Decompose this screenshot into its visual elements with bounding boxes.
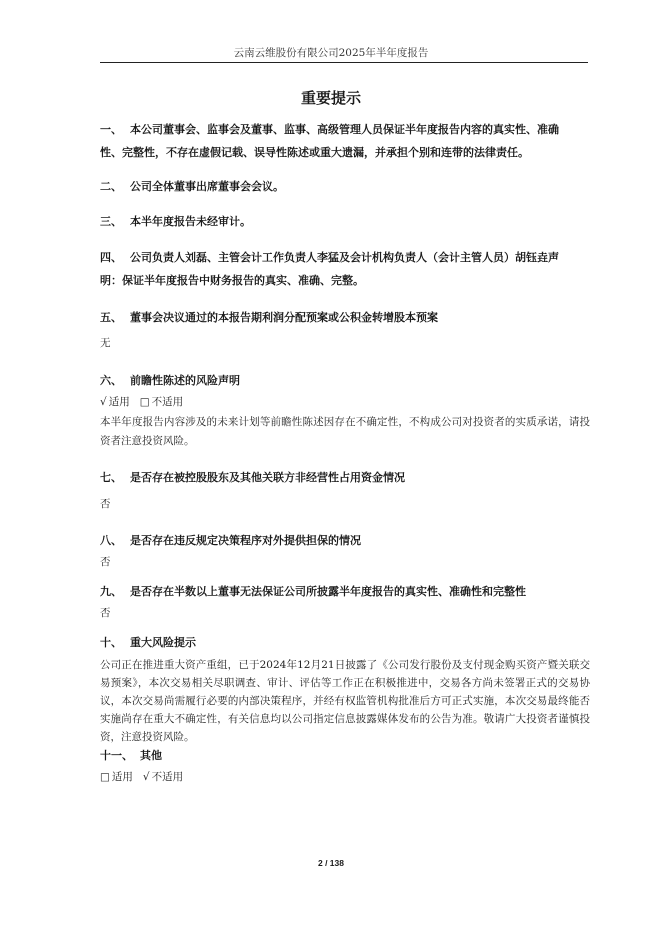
notice-item-2	[100, 175, 590, 199]
item-5-answer: 无	[100, 337, 111, 349]
notice-item-6	[100, 369, 590, 393]
item-number: 八、	[100, 534, 122, 547]
item-number: 十、	[100, 636, 122, 649]
notice-item-3	[100, 210, 590, 234]
item-6-body: 本半年度报告内容涉及的未来计划等前瞻性陈述因存在不确定性，不构成公司对投资者的实质承诺，请投资者注意投资风险。	[100, 416, 590, 447]
item-number: 五、	[100, 311, 122, 324]
notice-item-7	[100, 466, 590, 490]
page-title: 重要提示	[300, 89, 361, 107]
notice-item-10	[100, 631, 590, 655]
page-number: 2 / 138	[318, 858, 344, 868]
checked-icon: √	[142, 771, 150, 783]
item-text: 重大风险提示	[130, 636, 196, 649]
header-divider	[100, 62, 588, 63]
item-text: 是否存在半数以上董事无法保证公司所披露半年度报告的真实性、准确性和完整性	[130, 585, 526, 598]
item-number: 三、	[100, 215, 122, 228]
unchecked-box-icon: □	[139, 396, 150, 408]
notice-item-9	[100, 580, 590, 604]
item-text: 是否存在被控股股东及其他关联方非经营性占用资金情况	[130, 471, 405, 484]
item-text: 公司负责人刘磊、主管会计工作负责人李猛及会计机构负责人（会计主管人员）胡钰垚声	[130, 251, 559, 264]
item-text: 是否存在违反规定决策程序对外提供担保的情况	[130, 534, 361, 547]
option-not-applicable: 不适用	[151, 396, 184, 408]
item-text: 董事会决议通过的本报告期利润分配预案或公积金转增股本预案	[130, 311, 438, 324]
notice-item-4-cont: 明：保证半年度报告中财务报告的真实、准确、完整。	[100, 274, 364, 287]
item-8-answer: 否	[100, 556, 111, 568]
item-6-options	[100, 393, 590, 412]
notice-item-1-cont: 性、完整性，不存在虚假记载、误导性陈述或重大遗漏，并承担个别和连带的法律责任。	[100, 146, 529, 159]
item-number: 七、	[100, 471, 122, 484]
notice-item-4	[100, 246, 590, 270]
item-text: 本半年度报告未经审计。	[130, 215, 251, 228]
item-10-body: 公司正在推进重大资产重组，已于2024年12月21日披露了《公司发行股份及支付现金购买资产暨关联交易预案》，本次交易相关尽职调查、审计、评估等工作正在积极推进中，交易各方尚未签署正式的交易协议，本次交易尚需履行必要的内部决策程序，并经有权监管机构批准后方可正式实施，本次交易最终能否实施尚存在重大不确定性，有关信息均以公司指定信息披露媒体发布的公告为准。敬请广大投资者谨慎投资，注意投资风险。	[100, 659, 590, 743]
option-applicable: 适用	[108, 396, 130, 408]
item-7-answer: 否	[100, 498, 111, 510]
item-number: 四、	[100, 251, 122, 264]
item-number: 九、	[100, 585, 122, 598]
unchecked-box-icon: □	[100, 771, 110, 783]
report-header: 云南云维股份有限公司2025年半年度报告	[233, 47, 429, 59]
checked-icon: √	[100, 396, 107, 408]
item-text: 前瞻性陈述的风险声明	[130, 374, 240, 387]
notice-item-5	[100, 306, 590, 330]
item-number: 十一、	[100, 749, 133, 762]
item-11-options	[100, 768, 590, 787]
item-text: 其他	[140, 749, 162, 762]
option-not-applicable: 不适用	[151, 771, 184, 783]
item-number: 二、	[100, 180, 122, 193]
notice-item-1	[100, 118, 590, 142]
item-text: 本公司董事会、监事会及董事、监事、高级管理人员保证半年度报告内容的真实性、准确	[130, 123, 559, 136]
option-applicable: 适用	[111, 771, 133, 783]
notice-item-8	[100, 529, 590, 553]
item-number: 六、	[100, 374, 122, 387]
item-text: 公司全体董事出席董事会会议。	[130, 180, 284, 193]
notice-item-11	[100, 744, 590, 768]
item-9-answer: 否	[100, 607, 111, 619]
item-number: 一、	[100, 123, 122, 136]
